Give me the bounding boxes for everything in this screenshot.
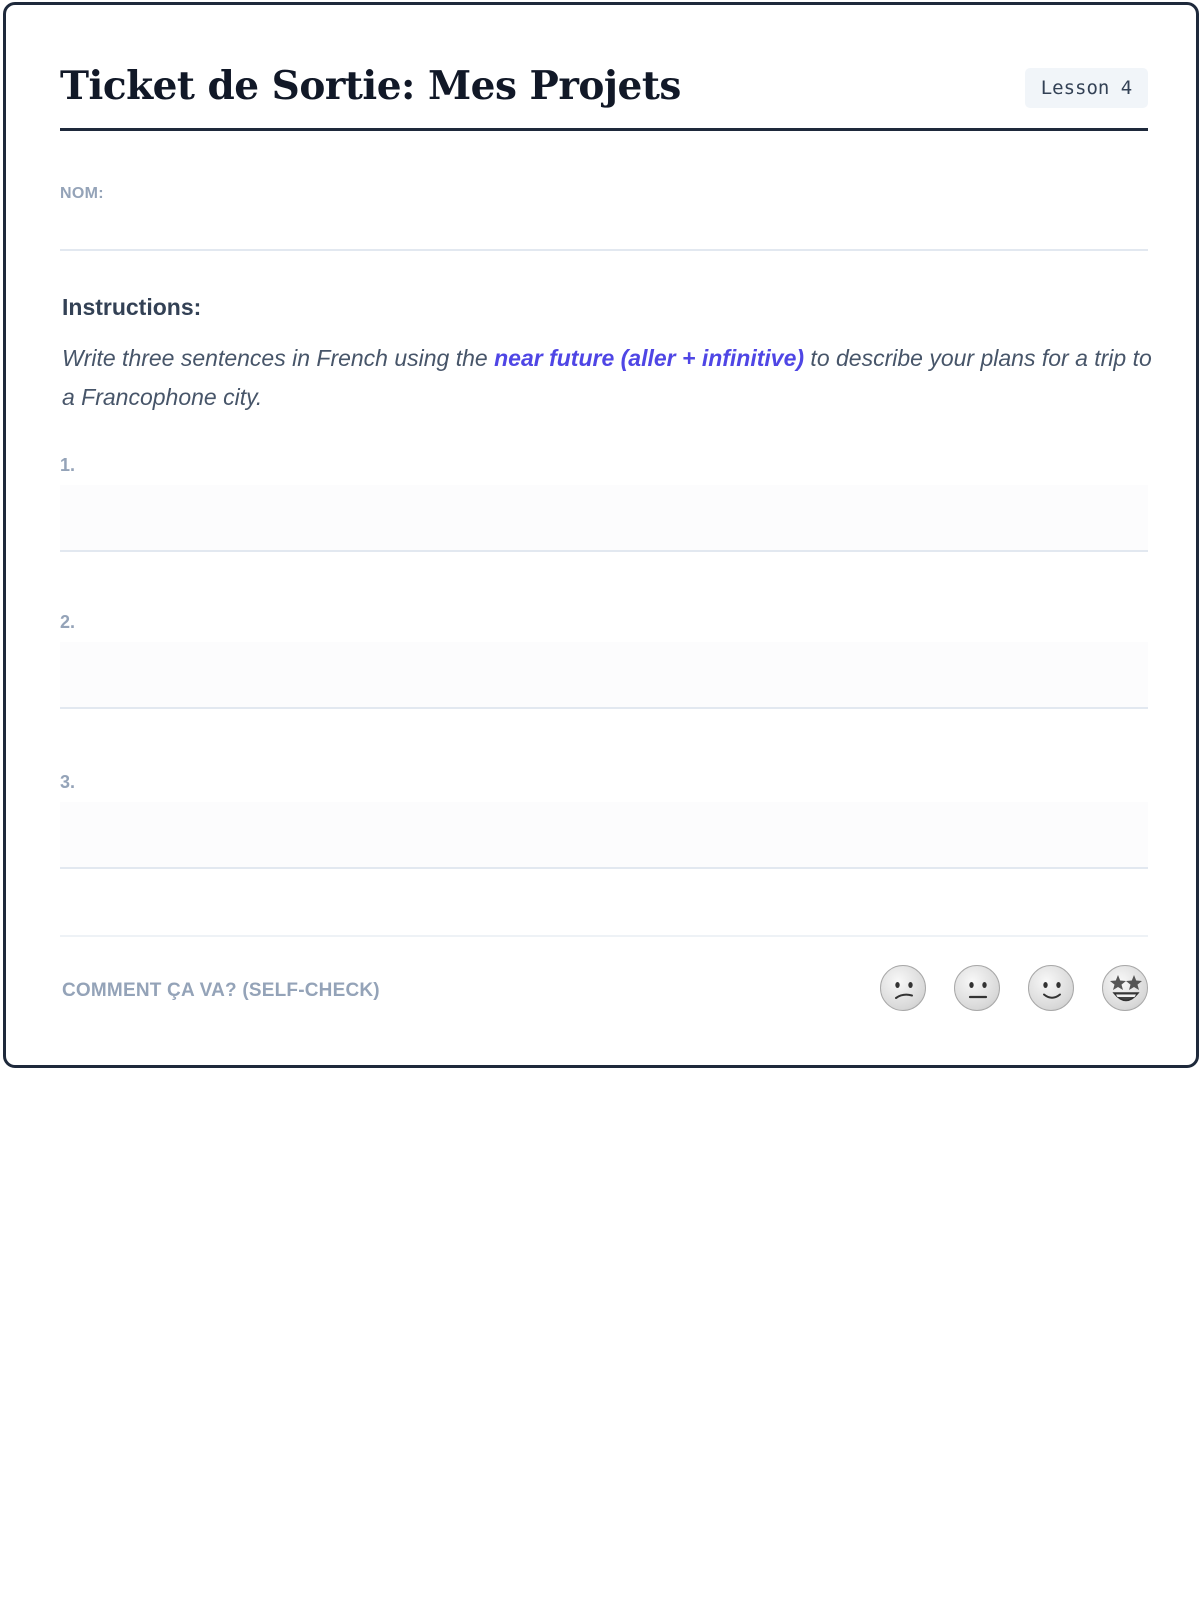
answer-input-1[interactable]	[60, 485, 1148, 552]
star-struck-face-icon[interactable]	[1102, 965, 1148, 1011]
instructions-highlight: near future (aller + infinitive)	[494, 345, 805, 371]
answer-item-2	[60, 612, 1148, 709]
instructions-heading: Instructions:	[62, 294, 202, 320]
ticket-header	[60, 61, 1148, 131]
instructions-text-before: Write three sentences in French using the	[62, 345, 495, 371]
neutral-face-icon[interactable]	[954, 965, 1000, 1011]
exit-ticket-card	[3, 2, 1199, 1068]
lesson-badge: Lesson 4	[1025, 68, 1148, 108]
confused-face-icon[interactable]	[880, 965, 926, 1011]
ticket-title: Ticket de Sortie: Mes Projets	[60, 63, 681, 109]
answer-input-3[interactable]	[60, 802, 1148, 869]
self-check-label: COMMENT ÇA VA? (SELF-CHECK)	[62, 980, 380, 1001]
slightly-smiling-face-icon[interactable]	[1028, 965, 1074, 1011]
self-check-footer	[60, 935, 1148, 1035]
answer-item-1	[60, 455, 1148, 552]
answer-input-2[interactable]	[60, 642, 1148, 709]
instructions-text-after: to describe your plans for a trip to a Francophone city.	[62, 345, 1152, 410]
self-check-options	[880, 965, 1148, 1015]
instructions-text	[62, 339, 1152, 417]
answer-number: 1.	[60, 455, 76, 475]
name-label: NOM:	[60, 185, 104, 202]
answer-number: 3.	[60, 772, 76, 792]
name-field-row[interactable]	[60, 185, 1148, 251]
answer-item-3	[60, 772, 1148, 869]
answer-number: 2.	[60, 612, 76, 632]
